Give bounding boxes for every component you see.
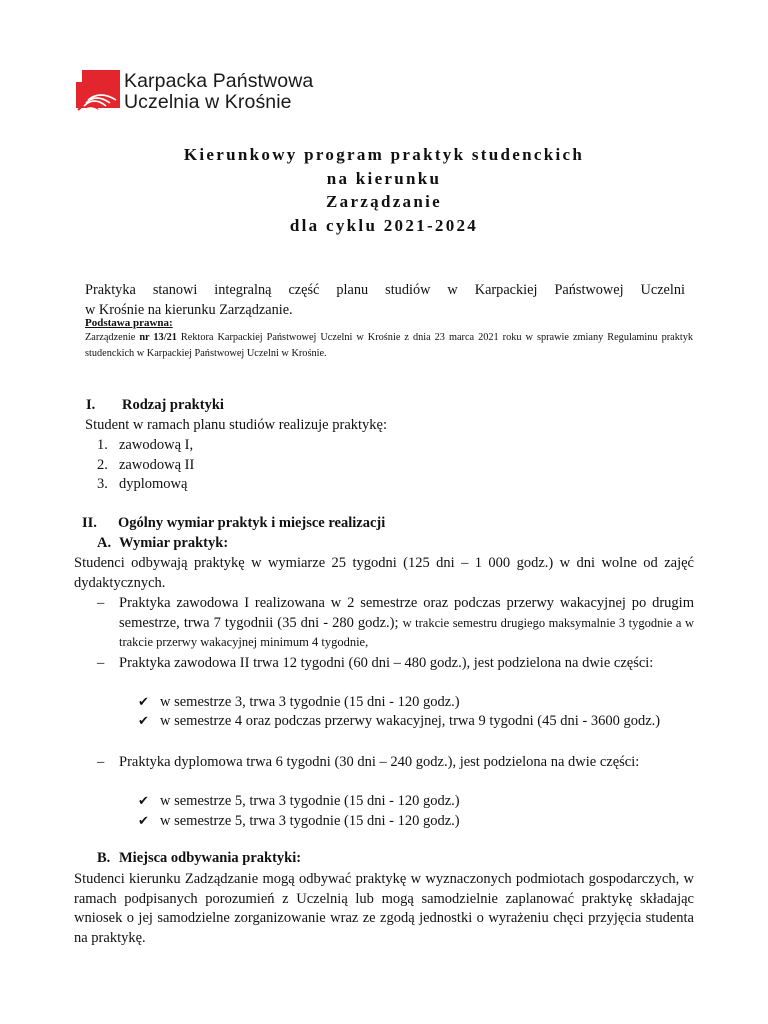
dash-item-practice-1 (97, 594, 694, 653)
intro-line1: Praktyka stanowi integralną część planu studiów w Karpackiej Państwowej Uczelni (85, 282, 685, 298)
section2-title: Ogólny wymiar praktyk i miejsce realizacji (118, 515, 386, 531)
list-item: 1. zawodową I, (97, 437, 194, 453)
university-name (124, 71, 313, 113)
check-item: ✔ w semestrze 5, trwa 3 tygodnie (15 dni - 120 godz.) (138, 812, 694, 832)
section1-lead: Student w ramach planu studiów realizuje praktykę: (85, 417, 387, 433)
subsection-a-title: Wymiar praktyk: (119, 535, 229, 551)
subsection-b-title: Miejsca odbywania praktyki: (119, 850, 302, 866)
check-icon: ✔ (138, 794, 149, 809)
title-line3: Zarządzanie (326, 192, 442, 211)
legal-basis-text (85, 330, 693, 362)
paragraph-a: Studenci odbywają praktykę w wymiarze 25 tygodni (125 dni – 1 000 godz.) w dni wolne od zajęć dydaktycznych. (74, 555, 694, 591)
paragraph-b: Studenci kierunku Zadządzanie mogą odbywać praktykę w wyznaczonych podmiotach gospodarczych, w ramach podpisanych porozumień z Uczelnią lub mogą samodzielnie zaplanować praktykę składając wniosek o jej samodzielne zorganizowanie wraz ze zgodą jednostki o wyrażeniu chęci przyjęcia studenta na praktykę. (74, 871, 694, 946)
subsection-a-heading (97, 535, 228, 552)
dash-item-1-detail: w trakcie semestru drugiego maksymalnie 3 tygodnie a w trakcie przerwy wakacyjnej minimum 4 tygodnie, (119, 615, 695, 649)
section1-number: I. (86, 397, 96, 413)
dash-item-3-text: Praktyka dyplomowa trwa 6 tygodni (30 dni – 240 godz.), jest podzielona na dwie części: (119, 754, 640, 770)
university-logo (74, 70, 344, 114)
title-line4: dla cyklu 2021-2024 (289, 215, 479, 235)
university-name-line2: Uczelnia w Krośnie (124, 91, 292, 113)
subsection-a-number: A. (97, 535, 112, 551)
check-icon: ✔ (138, 695, 149, 710)
subsection-b-number: B. (97, 850, 111, 866)
dash-item-practice-3 (97, 753, 694, 773)
dash-item-2-text: Praktyka zawodowa II trwa 12 tygodni (60 dni – 480 godz.), jest podzielona na dwie części: (119, 655, 654, 671)
intro-line2: w Krośnie na kierunku Zarządzanie. (85, 302, 293, 318)
check-icon: ✔ (138, 714, 149, 729)
legal-prefix: Zarządzenie (85, 332, 136, 343)
list-item: 2. zawodową II (97, 457, 195, 473)
legal-number: nr 13/21 (139, 332, 177, 343)
list-item: 3. dyplomową (97, 476, 188, 492)
section1-title: Rodzaj praktyki (122, 397, 224, 413)
dash-bullet: – (97, 595, 105, 611)
legal-rest: Rektora Karpackiej Państwowej Uczelni w Krośnie z dnia 23 marca 2021 roku w sprawie zmiany Regulaminu praktyk studenckich w Karpackiej Państwowej Uczelni w Krośnie. (85, 332, 694, 359)
university-name-line1: Karpacka Państwowa (124, 70, 314, 92)
intro-paragraph (85, 280, 685, 320)
section2-heading (82, 515, 385, 532)
dash-item-practice-2 (97, 654, 694, 674)
title-line2: na kierunku (326, 168, 442, 188)
title-line1: Kierunkowy program praktyk studenckich (183, 145, 585, 164)
section1-heading (86, 397, 224, 414)
check-icon: ✔ (138, 814, 149, 829)
check-item: ✔ w semestrze 3, trwa 3 tygodnie (15 dni - 120 godz.) (138, 693, 694, 713)
section2-number: II. (82, 515, 97, 531)
document-title (0, 143, 768, 237)
university-logo-mark-icon (74, 70, 120, 114)
dash-item-1-main: Praktyka zawodowa I realizowana w 2 semestrze oraz podczas przerwy wakacyjnej po drugim semestrze, trwa 7 tygodnii (35 dni - 280 godz.); (119, 595, 694, 631)
subsection-b-heading (97, 850, 301, 867)
dash-bullet: – (97, 754, 105, 770)
check-item: ✔ w semestrze 5, trwa 3 tygodnie (15 dni - 120 godz.) (138, 792, 694, 812)
legal-basis-heading: Podstawa prawna: (85, 317, 173, 329)
check-item: ✔ w semestrze 4 oraz podczas przerwy wakacyjnej, trwa 9 tygodni (45 dni - 3600 godz.) (138, 712, 694, 732)
dash-bullet: – (97, 655, 105, 671)
